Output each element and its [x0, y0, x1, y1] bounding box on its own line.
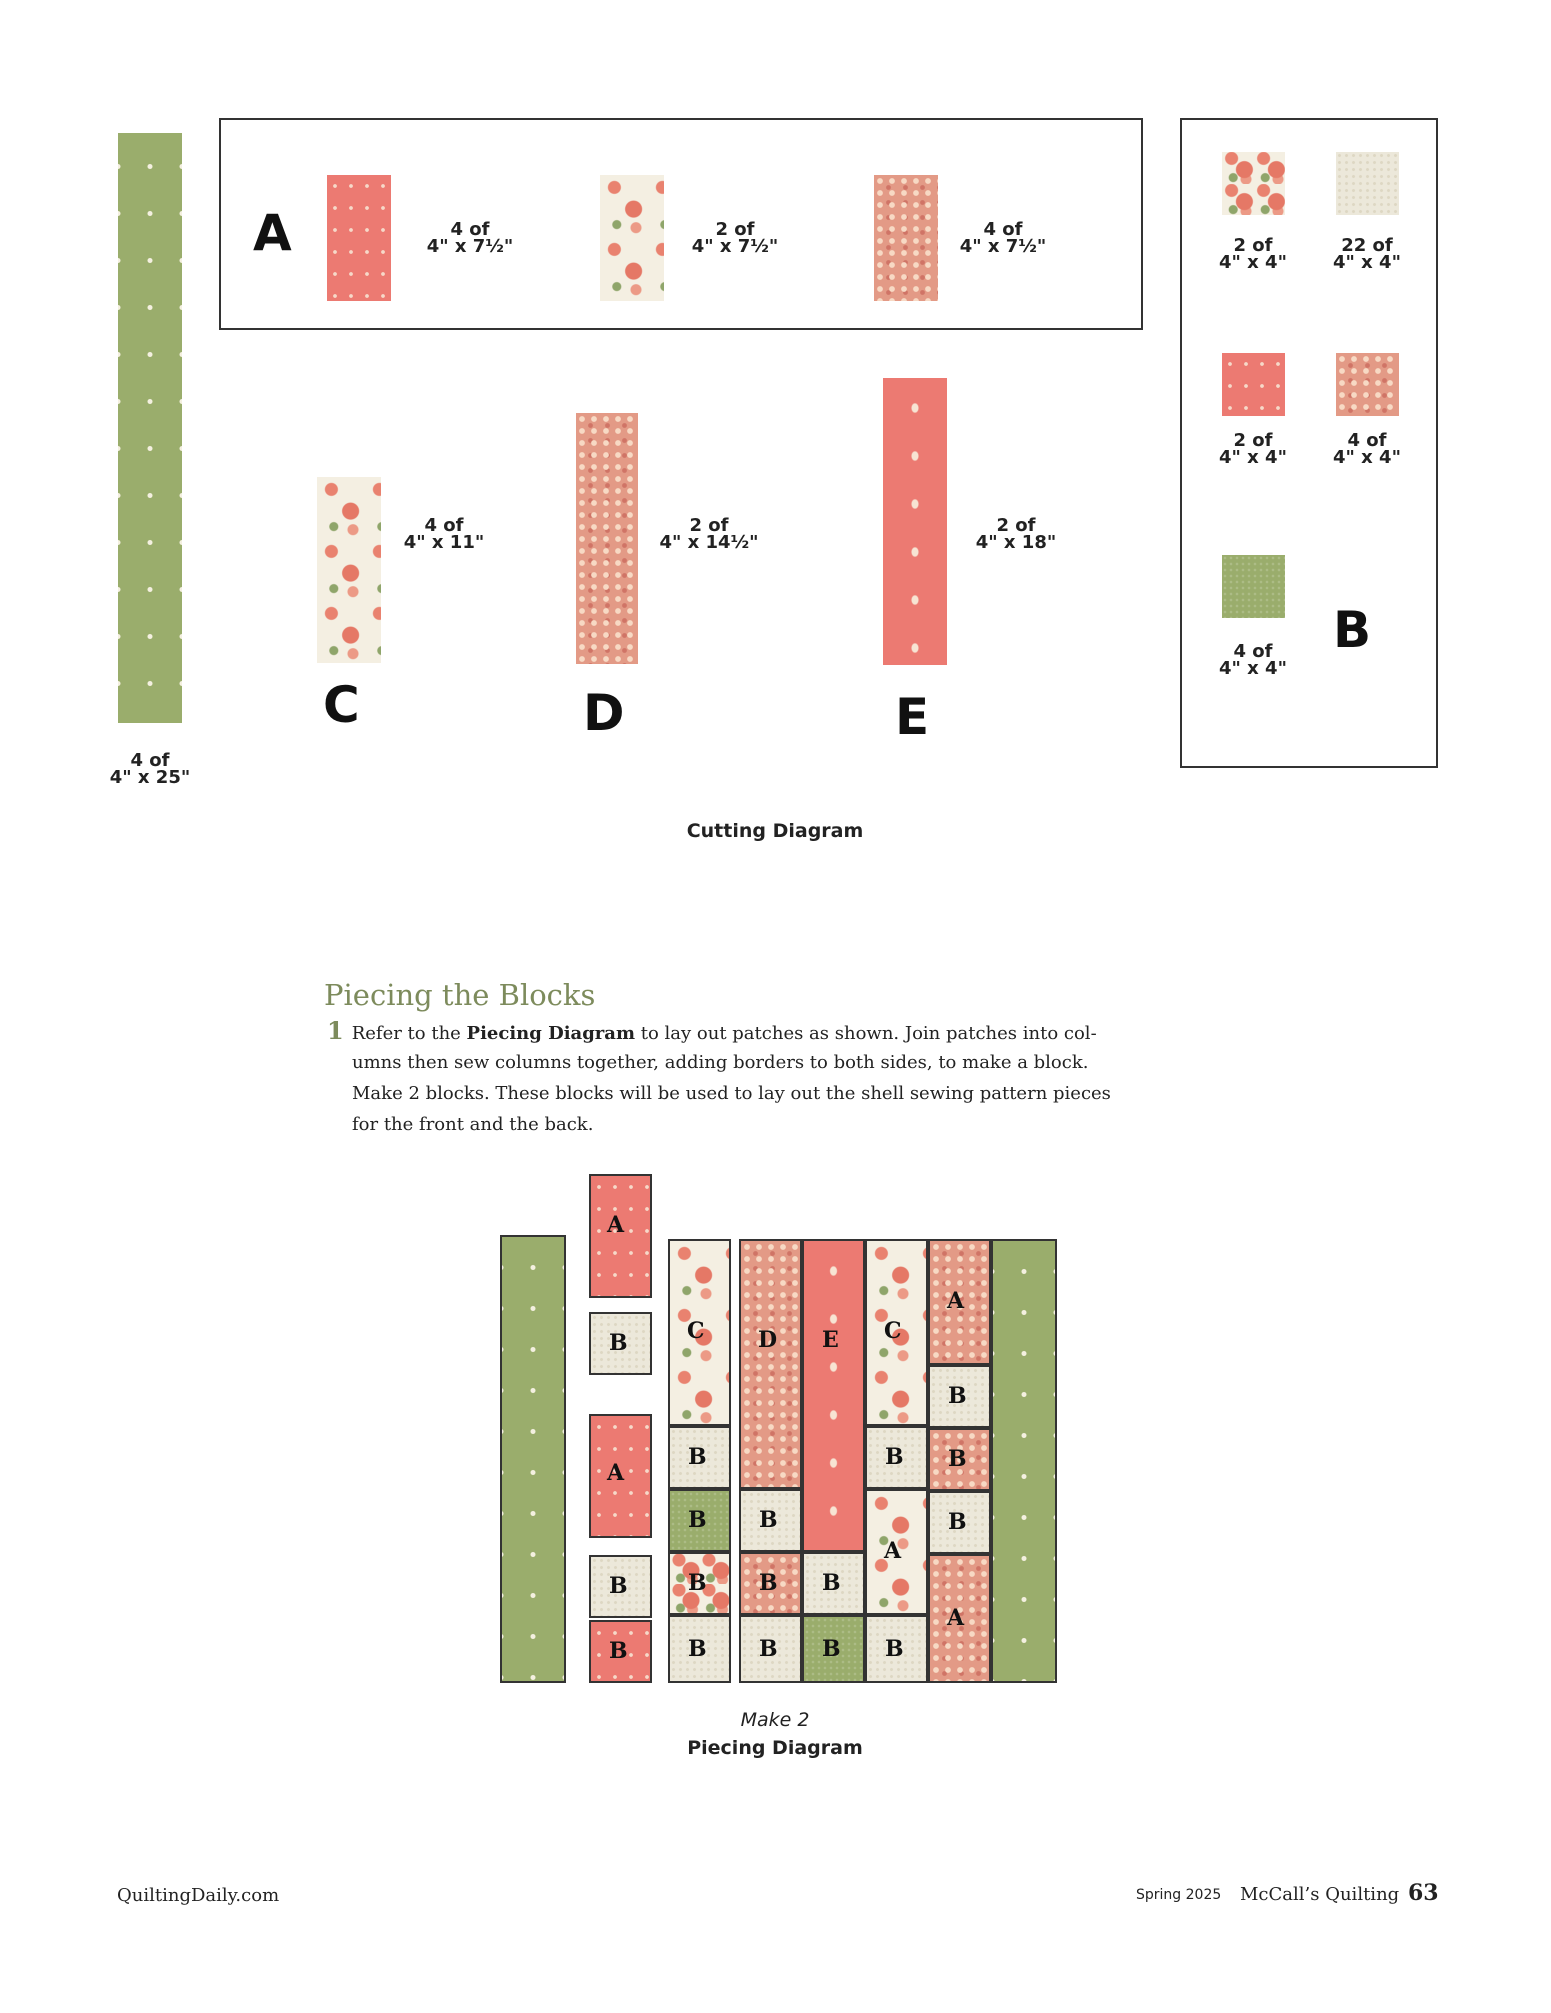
pd-label: B [759, 1507, 778, 1533]
pd-label: B [885, 1444, 904, 1470]
step-number: 1 [327, 1016, 344, 1045]
step-text-bold: Piecing Diagram [466, 1023, 635, 1044]
section-heading: Piecing the Blocks [324, 978, 596, 1012]
step-text-after: to lay out patches as shown. Join patches into col- [635, 1023, 1097, 1044]
border-strip-swatch [118, 133, 182, 723]
b-piece-4-count: 4 of [1347, 430, 1387, 451]
step-1-line-4: for the front and the back. [352, 1114, 594, 1135]
step-1-line-2: umns then sew columns together, adding borders to both sides, to make a block. [352, 1052, 1089, 1073]
b-piece-1-size: 4" x 4" [1219, 252, 1287, 273]
pd-label: A [947, 1605, 965, 1631]
b-piece-5-swatch [1222, 555, 1285, 618]
pd-col3-d [739, 1239, 802, 1489]
c-strip-swatch [317, 477, 381, 663]
e-strip-swatch [883, 378, 947, 665]
cutting-diagram-caption: Cutting Diagram [686, 820, 864, 842]
b-piece-3-swatch [1222, 353, 1285, 416]
pd-label: B [759, 1636, 778, 1662]
step-1-paragraph [327, 1015, 1227, 1049]
a-piece-2-swatch [600, 175, 664, 301]
a-piece-3-swatch [874, 175, 938, 301]
c-strip-size: 4" x 11" [403, 532, 485, 553]
pd-label: A [947, 1288, 965, 1314]
c-strip-letter: C [323, 676, 360, 734]
b-piece-1-count: 2 of [1233, 235, 1273, 256]
d-strip-letter: D [583, 684, 625, 742]
b-piece-4-size: 4" x 4" [1333, 447, 1401, 468]
a-piece-2-size: 4" x 7½" [691, 236, 779, 257]
b-piece-2-count: 22 of [1341, 235, 1393, 256]
footer-magazine: McCall’s Quilting [1240, 1884, 1400, 1905]
pd-label: B [948, 1383, 967, 1409]
pd-left-border [500, 1235, 566, 1683]
pd-label: B [822, 1636, 841, 1662]
pd-col4-e [802, 1239, 865, 1552]
b-piece-4-swatch [1336, 353, 1399, 416]
pd-label: A [607, 1212, 625, 1238]
pd-label: B [759, 1570, 778, 1596]
a-piece-1-count: 4 of [450, 219, 490, 240]
footer-season: Spring 2025 [1136, 1887, 1222, 1903]
pd-label: B [688, 1636, 707, 1662]
d-strip-count: 2 of [689, 515, 729, 536]
a-piece-1-swatch [327, 175, 391, 301]
group-a-letter: A [253, 204, 292, 262]
b-piece-1-swatch [1222, 152, 1285, 215]
step-text-before: Refer to the [351, 1023, 467, 1044]
pd-label: A [884, 1538, 902, 1564]
group-b-letter: B [1333, 601, 1372, 659]
b-piece-5-size: 4" x 4" [1219, 658, 1287, 679]
piecing-diagram-caption: Piecing Diagram [687, 1737, 863, 1759]
pd-label: C [884, 1318, 902, 1344]
pd-label: C [687, 1318, 705, 1344]
pd-right-border [991, 1239, 1057, 1683]
pd-label: B [948, 1509, 967, 1535]
pd-label: B [688, 1570, 707, 1596]
step-1-line-3: Make 2 blocks. These blocks will be used to lay out the shell sewing pattern pieces [352, 1083, 1111, 1104]
b-piece-3-count: 2 of [1233, 430, 1273, 451]
e-strip-count: 2 of [996, 515, 1036, 536]
d-strip-size: 4" x 14½" [659, 532, 759, 553]
b-piece-3-size: 4" x 4" [1219, 447, 1287, 468]
pd-label: B [688, 1444, 707, 1470]
pd-label: B [948, 1446, 967, 1472]
b-piece-5-count: 4 of [1233, 641, 1273, 662]
d-strip-swatch [576, 413, 638, 664]
b-piece-2-swatch [1336, 152, 1399, 215]
pd-label: B [822, 1570, 841, 1596]
e-strip-letter: E [895, 688, 930, 746]
pd-label: B [885, 1636, 904, 1662]
c-strip-count: 4 of [424, 515, 464, 536]
a-piece-3-size: 4" x 7½" [959, 236, 1047, 257]
pd-label: A [607, 1460, 625, 1486]
pd-label: D [758, 1327, 778, 1353]
footer-page-number: 63 [1408, 1880, 1439, 1906]
e-strip-size: 4" x 18" [975, 532, 1057, 553]
border-strip-count: 4 of [130, 750, 170, 771]
a-piece-3-count: 4 of [983, 219, 1023, 240]
b-piece-2-size: 4" x 4" [1333, 252, 1401, 273]
pd-label: B [609, 1638, 628, 1664]
footer-website: QuiltingDaily.com [117, 1885, 280, 1906]
pd-label: B [688, 1507, 707, 1533]
a-piece-1-size: 4" x 7½" [426, 236, 514, 257]
pd-label: E [822, 1327, 839, 1353]
pd-label: B [609, 1330, 628, 1356]
pd-label: B [609, 1573, 628, 1599]
border-strip-size: 4" x 25" [109, 767, 191, 788]
a-piece-2-count: 2 of [715, 219, 755, 240]
piecing-diagram-note: Make 2 [740, 1709, 810, 1731]
